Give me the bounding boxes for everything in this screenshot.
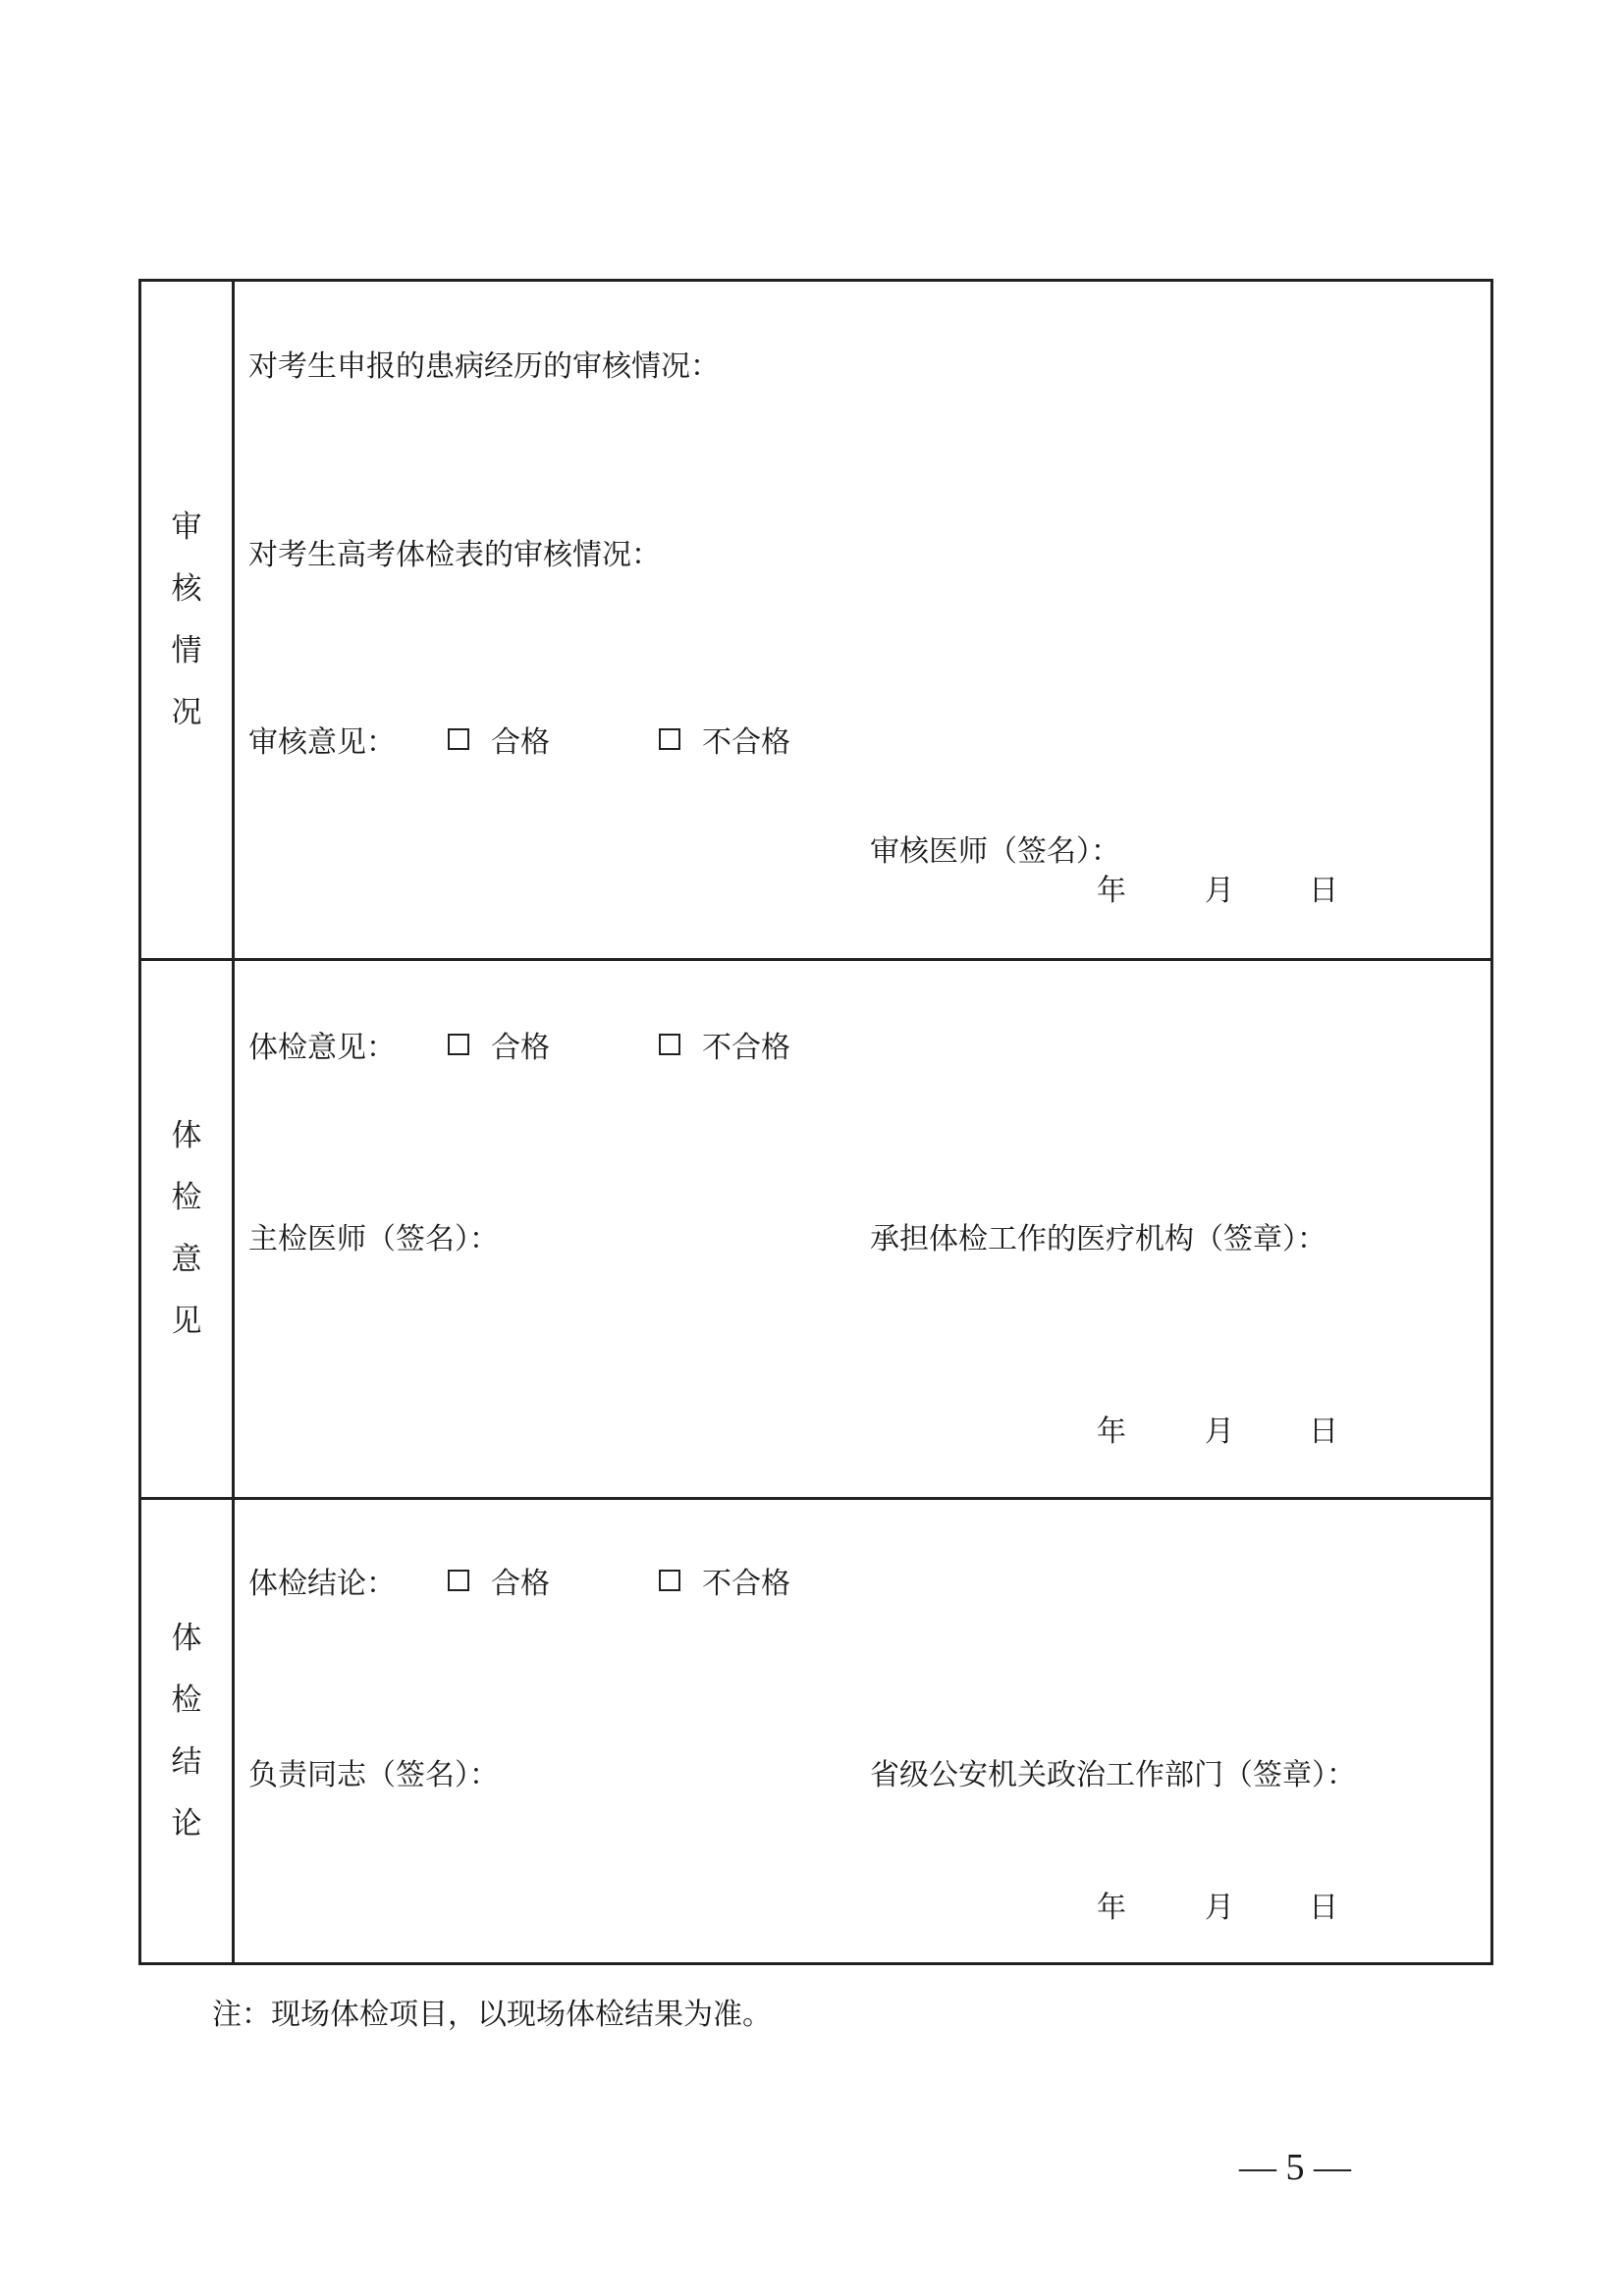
date-year: 年 bbox=[1097, 874, 1126, 908]
date-year: 年 bbox=[1097, 1415, 1126, 1449]
side-label-char: 论 bbox=[171, 1805, 202, 1842]
review-opinion-label: 审核意见： bbox=[248, 725, 396, 760]
exam-fail-option[interactable] bbox=[659, 1023, 790, 1066]
date-day: 日 bbox=[1309, 1415, 1338, 1449]
responsible-signature: 负责同志（签名）： bbox=[248, 1758, 499, 1792]
date-month: 月 bbox=[1205, 874, 1234, 908]
pass-label: 合格 bbox=[491, 1031, 550, 1065]
conclusion-pass-option[interactable] bbox=[448, 1559, 550, 1602]
review-doctor-signature: 审核医师（签名）： bbox=[870, 834, 1120, 869]
fail-label: 不合格 bbox=[702, 1567, 790, 1601]
side-label-char: 情 bbox=[171, 632, 202, 668]
exam-opinion-section bbox=[141, 958, 1490, 1497]
review-fail-option[interactable] bbox=[659, 718, 790, 761]
checkbox[interactable] bbox=[659, 1570, 680, 1591]
exam-conclusion-side-label bbox=[141, 1500, 235, 1962]
checkbox[interactable] bbox=[448, 1570, 469, 1591]
review-side-label bbox=[141, 282, 235, 958]
checkbox[interactable] bbox=[448, 728, 469, 750]
date-year: 年 bbox=[1097, 1891, 1126, 1925]
side-label-char: 检 bbox=[171, 1180, 202, 1215]
chief-doctor-signature: 主检医师（签名）： bbox=[248, 1222, 499, 1256]
exam-pass-option[interactable] bbox=[448, 1023, 550, 1066]
review-section bbox=[141, 282, 1490, 958]
exam-form-review-label: 对考生高考体检表的审核情况： bbox=[248, 538, 661, 572]
side-label-char: 结 bbox=[171, 1743, 202, 1780]
review-pass-option[interactable] bbox=[448, 718, 550, 761]
side-label-char: 况 bbox=[171, 694, 202, 730]
side-label-char: 核 bbox=[171, 570, 202, 607]
exam-conclusion-label: 体检结论： bbox=[248, 1567, 396, 1601]
form-table bbox=[138, 279, 1493, 1965]
fail-label: 不合格 bbox=[702, 1031, 790, 1065]
side-label-char: 检 bbox=[171, 1682, 202, 1718]
conclusion-fail-option[interactable] bbox=[659, 1559, 790, 1602]
footnote: 注：现场体检项目，以现场体检结果为准。 bbox=[212, 1998, 772, 2032]
exam-opinion-side-label bbox=[141, 961, 235, 1497]
side-label-char: 意 bbox=[171, 1242, 202, 1277]
date-day: 日 bbox=[1309, 1891, 1338, 1925]
side-label-char: 体 bbox=[171, 1118, 202, 1153]
exam-conclusion-section bbox=[141, 1497, 1490, 1962]
checkbox[interactable] bbox=[659, 1034, 680, 1055]
side-label-char: 体 bbox=[171, 1620, 202, 1656]
date-month: 月 bbox=[1205, 1891, 1234, 1925]
page-number: — 5 — bbox=[1239, 2147, 1351, 2188]
illness-review-label: 对考生申报的患病经历的审核情况： bbox=[248, 349, 720, 384]
date-month: 月 bbox=[1205, 1415, 1234, 1449]
department-stamp: 省级公安机关政治工作部门（签章）： bbox=[870, 1758, 1356, 1792]
pass-label: 合格 bbox=[491, 725, 550, 760]
exam-opinion-label: 体检意见： bbox=[248, 1031, 396, 1065]
date-day: 日 bbox=[1309, 874, 1338, 908]
checkbox[interactable] bbox=[659, 728, 680, 750]
side-label-char: 见 bbox=[171, 1304, 202, 1339]
fail-label: 不合格 bbox=[702, 725, 790, 760]
pass-label: 合格 bbox=[491, 1567, 550, 1601]
institution-stamp: 承担体检工作的医疗机构（签章）： bbox=[870, 1222, 1326, 1256]
checkbox[interactable] bbox=[448, 1034, 469, 1055]
side-label-char: 审 bbox=[171, 508, 202, 545]
